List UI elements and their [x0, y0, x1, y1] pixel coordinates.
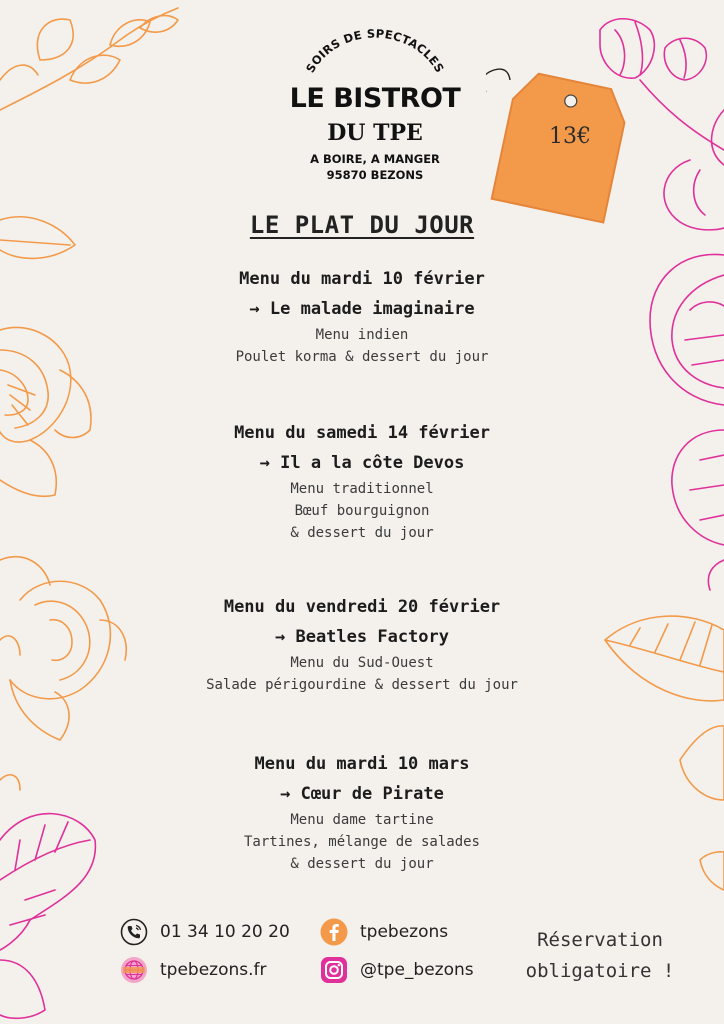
instagram-icon — [320, 956, 348, 984]
menu-show: → Beatles Factory — [275, 627, 449, 647]
logo-location: 95870 BEZONS — [326, 168, 424, 182]
logo-subtitle: DU TPE — [327, 120, 423, 146]
logo-arc — [290, 10, 460, 90]
website-url: tpebezons.fr — [160, 960, 267, 980]
page-title: LE PLAT DU JOUR — [249, 211, 475, 239]
menu-line: & dessert du jour — [290, 856, 434, 872]
logo-name: LE BISTROT — [289, 83, 461, 114]
menu-block — [0, 749, 724, 875]
price-label: 13€ — [549, 124, 591, 149]
menu-line: Menu dame tartine — [290, 812, 434, 828]
facebook-link[interactable] — [320, 918, 448, 946]
reservation-line: obligatoire ! — [525, 960, 675, 982]
menu-block — [0, 418, 724, 544]
bistrot-logo — [280, 10, 470, 180]
instagram-link[interactable] — [320, 956, 474, 984]
reservation-line: Réservation — [537, 929, 663, 951]
logo-tagline: A BOIRE, A MANGER — [310, 152, 440, 166]
reservation-note — [505, 925, 695, 987]
menu-date: Menu du samedi 14 février — [234, 423, 490, 443]
website-link[interactable] — [120, 956, 267, 984]
instagram-handle: @tpe_bezons — [360, 960, 474, 980]
menu-line: Tartines, mélange de salades — [243, 834, 480, 850]
menu-show: → Cœur de Pirate — [280, 784, 444, 804]
globe-icon — [120, 956, 148, 984]
menu-date: Menu du vendredi 20 février — [223, 597, 501, 617]
facebook-icon — [320, 918, 348, 946]
menu-line: & dessert du jour — [290, 525, 434, 541]
menu-line: Menu du Sud-Ouest — [290, 655, 434, 671]
svg-text:SOIRS DE SPECTACLES — [303, 27, 447, 76]
menu-line: Menu indien — [315, 327, 409, 343]
phone-icon — [120, 918, 148, 946]
phone-contact[interactable] — [120, 918, 290, 946]
menu-date: Menu du mardi 10 février — [239, 269, 485, 289]
menu-block — [0, 592, 724, 696]
facebook-handle: tpebezons — [360, 922, 449, 942]
menu-line: Salade périgourdine & dessert du jour — [206, 677, 518, 693]
menu-show: → Il a la côte Devos — [259, 453, 465, 473]
logo-arc-text: SOIRS DE SPECTACLES — [303, 26, 447, 76]
phone-number: 01 34 10 20 20 — [160, 922, 290, 942]
menu-block — [0, 264, 724, 368]
menu-line: Menu traditionnel — [290, 481, 434, 497]
menu-line: Poulet korma & dessert du jour — [235, 349, 489, 365]
menu-line: Bœuf bourguignon — [294, 503, 430, 519]
menu-date: Menu du mardi 10 mars — [254, 754, 470, 774]
menu-show: → Le malade imaginaire — [249, 299, 475, 319]
